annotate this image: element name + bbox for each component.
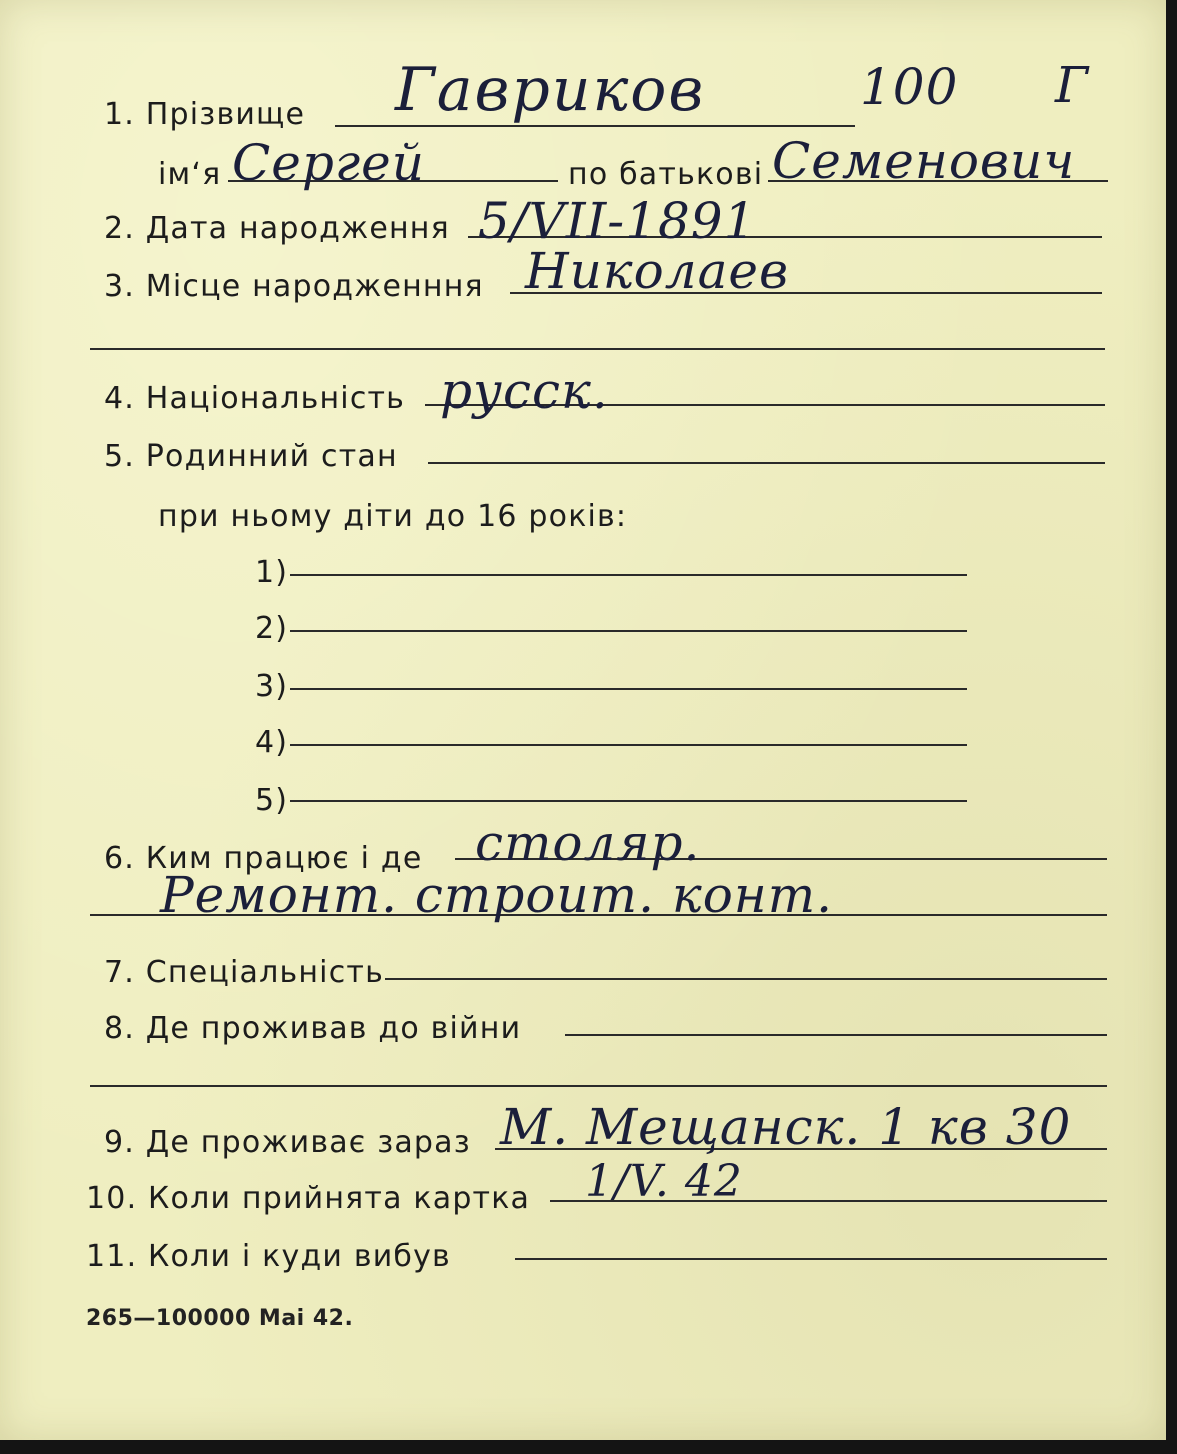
prewar-residence-label: 8. Де проживав до війни [104, 1011, 522, 1046]
card-accepted-value: 1/V. 42 [585, 1156, 743, 1207]
extra-line-2 [90, 1085, 1107, 1087]
patronymic-value: Семенович [772, 132, 1076, 190]
name-value: Сергей [232, 134, 425, 192]
birth-place-label: 3. Місце народженння [104, 269, 484, 304]
card-number: 100 [860, 58, 959, 116]
birth-place-value: Николаев [525, 242, 790, 300]
child-2-label: 2) [255, 611, 289, 646]
nationality-label: 4. Національність [104, 381, 406, 416]
child-4-line [290, 744, 967, 746]
name-label: ім‘я [158, 157, 222, 192]
birth-date-label: 2. Дата народження [104, 211, 450, 246]
surname-line [335, 125, 855, 127]
occupation-label: 6. Ким працює і де [104, 841, 423, 876]
prewar-residence-line [565, 1034, 1107, 1036]
patronymic-label: по батькові [568, 157, 764, 192]
speciality-line [385, 978, 1107, 980]
marital-status-line [428, 462, 1105, 464]
child-1-line [290, 574, 967, 576]
print-footer: 265—100000 Mai 42. [86, 1306, 354, 1331]
children-label: при ньому діти до 16 років: [158, 499, 628, 534]
child-4-label: 4) [255, 725, 289, 760]
speciality-label: 7. Спеціальність [104, 955, 384, 990]
departure-label: 11. Коли і куди вибув [86, 1239, 451, 1274]
workplace-value: Ремонт. строит. конт. [160, 866, 834, 924]
child-3-label: 3) [255, 669, 289, 704]
child-3-line [290, 688, 967, 690]
marital-status-label: 5. Родинний стан [104, 439, 398, 474]
departure-line [515, 1258, 1107, 1260]
surname-label: 1. Прізвище [104, 97, 306, 132]
birth-date-value: 5/VII-1891 [478, 192, 757, 250]
child-5-label: 5) [255, 783, 289, 818]
child-5-line [290, 800, 967, 802]
occupation-value: столяр. [475, 814, 701, 872]
child-2-line [290, 630, 967, 632]
child-1-label: 1) [255, 555, 289, 590]
nationality-value: русск. [440, 362, 609, 420]
current-residence-label: 9. Де проживає зараз [104, 1125, 471, 1160]
current-residence-value: М. Мещанск. 1 кв 30 [500, 1098, 1072, 1156]
extra-line-1 [90, 348, 1105, 350]
surname-value: Гавриков [395, 55, 706, 125]
card-letter: Г [1055, 56, 1090, 114]
card-accepted-label: 10. Коли прийнята картка [86, 1181, 531, 1216]
